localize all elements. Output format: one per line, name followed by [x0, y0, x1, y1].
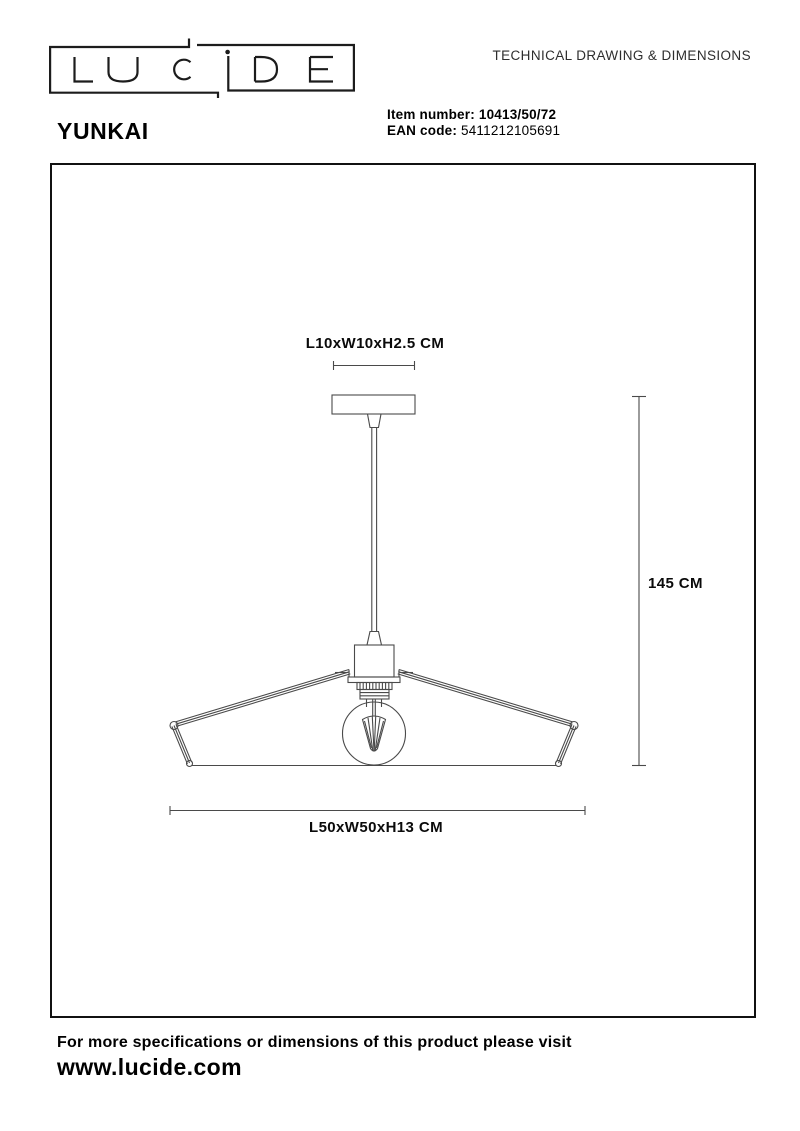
ean-code-row — [387, 123, 560, 139]
socket-strain-relief — [367, 632, 382, 646]
ean-code-label: EAN code: — [387, 123, 458, 138]
shade-dimension-line — [170, 806, 585, 815]
item-number-label: Item number: — [387, 107, 475, 122]
footer-website: www.lucide.com — [57, 1054, 242, 1080]
logo-i-dot — [225, 50, 230, 55]
logo-letter-c — [174, 60, 190, 80]
footer-note: For more specifications or dimensions of this product please visit — [57, 1034, 572, 1051]
product-name: YUNKAI — [57, 118, 149, 144]
document-title: TECHNICAL DRAWING & DIMENSIONS — [492, 48, 751, 63]
lucide-logo — [49, 36, 355, 100]
light-bulb — [343, 699, 406, 765]
canopy-cable-gland — [368, 414, 382, 428]
logo-box-path-b — [197, 45, 354, 91]
drawing-frame — [50, 163, 756, 1018]
height-dimension-line — [632, 397, 646, 766]
socket-body — [355, 645, 395, 677]
socket-threaded-collar — [357, 683, 392, 690]
socket-rings — [360, 690, 389, 700]
socket-flange — [348, 677, 400, 683]
shade-right-rim — [556, 725, 576, 764]
drop-height-label: 145 CM — [648, 575, 703, 592]
suspension-cable — [372, 428, 377, 632]
shade-left-arm — [175, 670, 350, 727]
shade-left-rim — [172, 725, 192, 764]
ceiling-canopy — [332, 395, 415, 414]
item-info-block — [387, 107, 560, 139]
logo-letter-e — [310, 57, 333, 82]
logo-letter-d — [255, 57, 277, 82]
item-number-row — [387, 107, 560, 123]
shade-dimension-label: L50xW50xH13 CM — [309, 819, 443, 836]
canopy-dimension-line — [334, 361, 415, 370]
ean-code-value: 5411212105691 — [461, 123, 561, 138]
logo-letter-l — [75, 57, 94, 82]
shade-right-arm — [398, 670, 573, 727]
logo-letter-u — [109, 57, 138, 82]
canopy-dimension-label: L10xW10xH2.5 CM — [305, 335, 445, 352]
item-number-value: 10413/50/72 — [478, 107, 557, 122]
lucide-logo-graphic — [49, 36, 355, 100]
